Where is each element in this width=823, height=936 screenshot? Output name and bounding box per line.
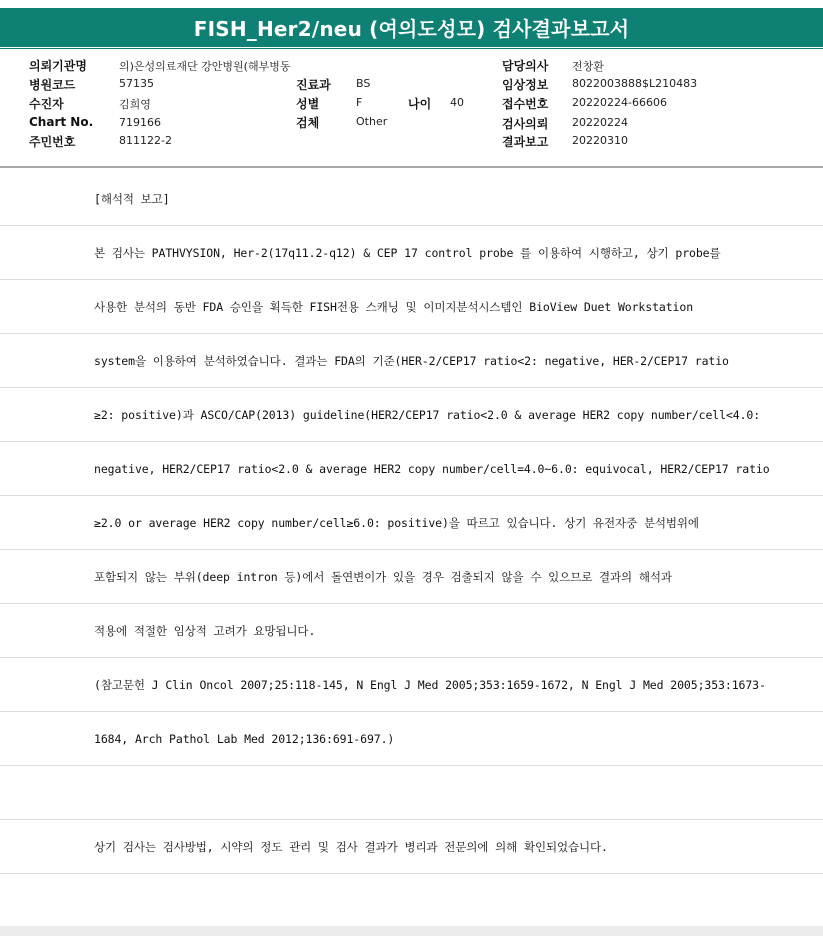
report-line-text: negative, HER2/CEP17 ratio<2.0 & average HER2 copy number/cell=4.0~6.0: equivocal, HER2/CEP17 ratio (94, 461, 770, 476)
institution-value: 의)은성의료재단 강안병원(해부병동 (119, 60, 291, 73)
report-line (0, 712, 823, 766)
clinical-info-value: 8022003888$L210483 (572, 77, 698, 90)
report-date-value: 20220310 (572, 134, 628, 147)
report-line-text: ≥2.0 or average HER2 copy number/cell≥6.0: positive)을 따르고 있습니다. 상기 유전자중 분석범위에 (94, 515, 699, 530)
resident-no-value: 811122-2 (119, 134, 172, 147)
report-title-bar (0, 8, 823, 47)
report-line-text: 포함되지 않는 부위(deep intron 등)에서 돌연변이가 있을 경우 검출되지 않을 수 있으므로 결과의 해석과 (94, 569, 672, 584)
receipt-no-label: 접수번호 (502, 97, 549, 111)
patient-info-header (0, 49, 823, 168)
bottom-scroll-area (0, 926, 823, 936)
doctor-label: 담당의사 (502, 59, 549, 73)
request-date-label: 검사의뢰 (502, 117, 549, 131)
report-line-text: system을 이용하여 분석하였습니다. 결과는 FDA의 기준(HER-2/CEP17 ratio<2: negative, HER-2/CEP17 ratio (94, 353, 729, 368)
sex-value: F (356, 96, 363, 109)
chart-no-value: 719166 (119, 116, 161, 129)
report-line-text: [해석적 보고] (94, 191, 170, 206)
clinical-info-label: 임상정보 (502, 78, 549, 92)
report-line (0, 550, 823, 604)
report-title: FISH_Her2/neu (여의도성모) 검사결과보고서 (193, 17, 630, 41)
hospital-code-label: 병원코드 (29, 78, 76, 92)
report-line-text: 1684, Arch Pathol Lab Med 2012;136:691-697.) (94, 731, 395, 746)
age-label: 나이 (408, 97, 432, 111)
specimen-label: 검체 (296, 116, 320, 130)
department-label: 진료과 (296, 78, 331, 92)
hospital-code-value: 57135 (119, 77, 154, 90)
report-line-text: 적용에 적절한 임상적 고려가 요망됩니다. (94, 623, 316, 638)
report-line (0, 226, 823, 280)
report-line (0, 172, 823, 226)
report-line (0, 334, 823, 388)
chart-no-label: Chart No. (29, 115, 94, 129)
specimen-value: Other (356, 115, 388, 128)
report-line-text: 상기 검사는 검사방법, 시약의 정도 관리 및 검사 결과가 병리과 전문의에 의해 확인되었습니다. (94, 839, 608, 854)
report-line-text: (참고문헌 J Clin Oncol 2007;25:118-145, N Engl J Med 2005;353:1659-1672, N Engl J Med 2005;353:1673- (94, 677, 766, 692)
receipt-no-value: 20220224-66606 (572, 96, 667, 109)
report-line (0, 604, 823, 658)
patient-label: 수진자 (29, 97, 64, 111)
department-value: BS (356, 77, 371, 90)
report-line (0, 658, 823, 712)
report-line (0, 442, 823, 496)
report-date-label: 결과보고 (502, 135, 549, 149)
institution-label: 의뢰기관명 (29, 59, 87, 73)
report-line (0, 280, 823, 334)
report-line-text: 사용한 분석의 동반 FDA 승인을 획득한 FISH전용 스캐닝 및 이미지분석시스템인 BioView Duet Workstation (94, 299, 694, 314)
sex-label: 성별 (296, 97, 320, 111)
resident-no-label: 주민번호 (29, 135, 76, 149)
age-value: 40 (450, 96, 464, 109)
report-line-text: ≥2: positive)과 ASCO/CAP(2013) guideline(HER2/CEP17 ratio<2.0 & average HER2 copy number/cell<4.0: (94, 407, 761, 422)
report-line-blank (0, 766, 823, 820)
report-line (0, 388, 823, 442)
report-line-text: 본 검사는 PATHVYSION, Her-2(17q11.2-q12) & CEP 17 control probe 를 이용하여 시행하고, 상기 probe를 (94, 245, 721, 260)
report-line (0, 496, 823, 550)
patient-value: 김희영 (119, 98, 151, 111)
doctor-value: 전창환 (572, 60, 604, 73)
report-line (0, 820, 823, 874)
request-date-value: 20220224 (572, 116, 628, 129)
